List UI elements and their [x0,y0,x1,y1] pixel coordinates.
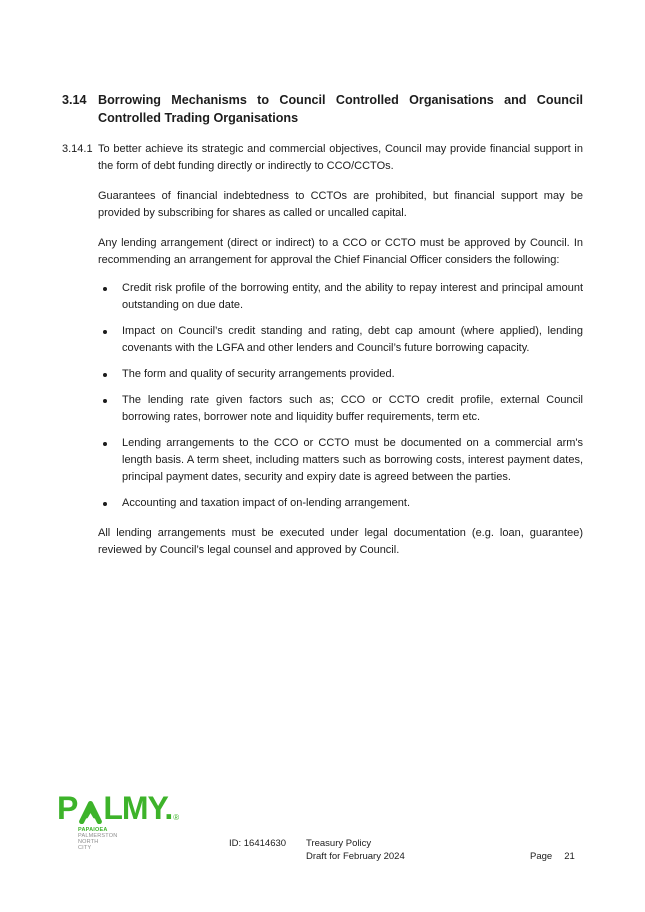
registered-mark-icon: ® [173,813,179,822]
bullet-icon [103,330,107,334]
list-item [62,280,583,314]
list-item [62,323,583,357]
page-label: Page [530,851,553,862]
paragraph-lending-approval: Any lending arrangement (direct or indirect) to a CCO or CCTO must be approved by Council. In recommending an arrangement for approval the Chief Financial Officer considers the following: [98,237,583,266]
logo-letter-p: P [57,790,78,826]
section-title: Borrowing Mechanisms to Council Controlled Organisations and Council Controlled Trading Organisations [98,93,583,125]
consideration-list [62,280,583,512]
bullet-icon [103,502,107,506]
list-item-text: Impact on Council’s credit standing and rating, debt cap amount (where applied), lending covenants with the LGFA and other lenders and Council’s future borrowing capacity. [122,325,583,354]
list-item-text: Credit risk profile of the borrowing entity, and the ability to repay interest and principal amount outstanding on due date. [122,282,583,311]
palmy-logo [57,792,177,851]
tagline-papaioea: PAPAIOEA [78,827,108,833]
footer-doc-id: ID: 16414630 [229,838,287,849]
footer-page-indicator [530,851,575,862]
clause-text: To better achieve its strategic and commercial objectives, Council may provide financial support in the form of debt funding directly or indirectly to CCO/CCTOs. [98,143,583,172]
paragraph-closing: All lending arrangements must be executed under legal documentation (e.g. loan, guarantee) reviewed by Council’s legal counsel and approved by Council. [98,527,583,556]
list-item-text: Accounting and taxation impact of on-lending arrangement. [122,497,411,509]
list-item-text: The lending rate given factors such as; CCO or CCTO credit profile, external Council borrowing rates, borrower note and liquidity buffer requirements, term etc. [122,394,583,423]
list-item [62,366,583,383]
list-item-text: The form and quality of security arrangements provided. [122,368,395,380]
palmy-logo-a-icon [78,800,103,824]
list-item-text: Lending arrangements to the CCO or CCTO must be documented on a commercial arm's length basis. A term sheet, including matters such as borrowing costs, interest payment dates, principal payment dates, security and expiry date is agreed between the parties. [122,437,583,483]
logo-letters-lmy: LMY. [103,790,173,826]
logo-tagline [78,827,177,851]
clause-3-14-1 [62,141,583,175]
bullet-icon [103,373,107,377]
list-item [62,435,583,486]
bullet-icon [103,399,107,403]
list-item [62,392,583,426]
document-body [62,91,583,570]
list-item [62,495,583,512]
footer-doc-title: Treasury Policy [306,838,372,849]
section-number: 3.14 [62,93,87,107]
tagline-palmerston: PALMERSTON [78,833,118,839]
section-heading [62,91,583,127]
tagline-city: CITY [78,845,92,851]
palmy-logo-wordmark [57,792,177,824]
clause-number: 3.14.1 [62,143,93,155]
bullet-icon [103,442,107,446]
page-number: 21 [564,851,575,862]
paragraph-guarantees: Guarantees of financial indebtedness to CCTOs are prohibited, but financial support may be provided by subscribing for shares as called or uncalled capital. [98,190,583,219]
bullet-icon [103,287,107,291]
tagline-north: NORTH [78,839,99,845]
footer-doc-status: Draft for February 2024 [306,851,405,862]
